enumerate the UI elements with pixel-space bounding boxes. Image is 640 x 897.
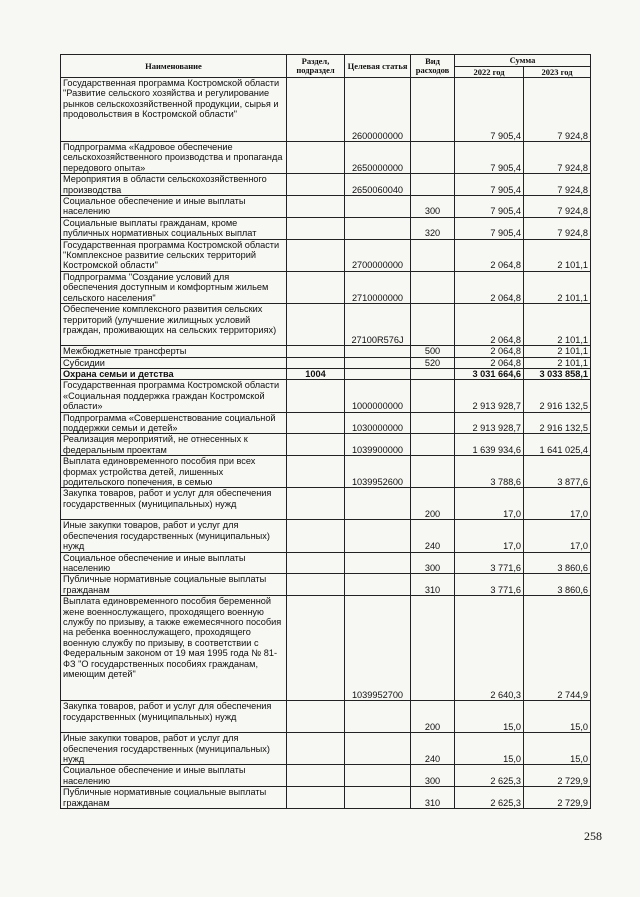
cell-section: [287, 304, 345, 346]
cell-v2022: 1 639 934,6: [455, 434, 524, 456]
page-number: 258: [584, 829, 602, 843]
cell-kind: [411, 596, 455, 701]
cell-target: 27100R576J: [345, 304, 411, 346]
cell-v2022: 2 640,3: [455, 596, 524, 701]
cell-v2023: 7 924,8: [524, 217, 591, 239]
cell-target: 1030000000: [345, 412, 411, 434]
cell-name: Реализация мероприятий, не отнесенных к федеральным проектам: [61, 434, 287, 456]
cell-kind: 200: [411, 488, 455, 520]
table-row: [61, 733, 591, 765]
cell-name: Государственная программа Костромской области «Социальная поддержка граждан Костромской области»: [61, 380, 287, 412]
cell-v2023: 3 877,6: [524, 456, 591, 488]
cell-section: [287, 196, 345, 218]
cell-target: [345, 520, 411, 552]
cell-v2022: 3 771,6: [455, 574, 524, 596]
cell-v2022: 2 913 928,7: [455, 380, 524, 412]
cell-v2022: 2 064,8: [455, 346, 524, 357]
cell-kind: [411, 368, 455, 379]
table-row: [61, 380, 591, 412]
cell-v2022: 17,0: [455, 488, 524, 520]
header-kind: Вид расходов: [411, 55, 455, 78]
header-name: Наименование: [61, 55, 287, 78]
cell-target: [345, 733, 411, 765]
cell-target: 1039952700: [345, 596, 411, 701]
cell-name: Выплата единовременного пособия беременной жене военнослужащего, проходящего военную службу по призыву, а также ежемесячного пособия на ребенка военнослужащего, проходящего военную службу по призыву, в соответствии с Федеральным законом от 19 мая 1995 года № 81-ФЗ "О государственных пособиях гражданам, имеющим детей": [61, 596, 287, 701]
cell-v2023: 2 101,1: [524, 271, 591, 303]
cell-v2022: 2 064,8: [455, 271, 524, 303]
cell-section: [287, 142, 345, 174]
cell-section: [287, 217, 345, 239]
cell-kind: [411, 456, 455, 488]
cell-target: [345, 701, 411, 733]
cell-v2022: 7 905,4: [455, 142, 524, 174]
table-row: [61, 787, 591, 809]
cell-kind: 240: [411, 733, 455, 765]
table-row: [61, 596, 591, 701]
cell-v2022: 15,0: [455, 733, 524, 765]
cell-v2023: 2 101,1: [524, 357, 591, 368]
cell-kind: [411, 434, 455, 456]
cell-name: Социальное обеспечение и иные выплаты населению: [61, 196, 287, 218]
table-row: [61, 346, 591, 357]
table-row: [61, 434, 591, 456]
cell-name: Подпрограмма «Совершенствование социальной поддержки семьи и детей»: [61, 412, 287, 434]
table-row: [61, 78, 591, 142]
cell-v2023: 2 101,1: [524, 346, 591, 357]
cell-v2023: 3 033 858,1: [524, 368, 591, 379]
cell-v2023: 2 729,9: [524, 765, 591, 787]
cell-name: Иные закупки товаров, работ и услуг для обеспечения государственных (муниципальных) нужд: [61, 733, 287, 765]
cell-v2023: 7 924,8: [524, 142, 591, 174]
cell-v2023: 2 916 132,5: [524, 412, 591, 434]
cell-target: [345, 368, 411, 379]
cell-name: Закупка товаров, работ и услуг для обеспечения государственных (муниципальных) нужд: [61, 488, 287, 520]
cell-kind: 310: [411, 574, 455, 596]
cell-kind: 300: [411, 552, 455, 574]
cell-section: [287, 434, 345, 456]
cell-target: 2700000000: [345, 239, 411, 271]
cell-target: [345, 217, 411, 239]
cell-section: [287, 380, 345, 412]
cell-name: Иные закупки товаров, работ и услуг для обеспечения государственных (муниципальных) нужд: [61, 520, 287, 552]
cell-section: [287, 574, 345, 596]
cell-v2023: 17,0: [524, 488, 591, 520]
cell-section: [287, 733, 345, 765]
cell-v2023: 7 924,8: [524, 196, 591, 218]
cell-target: [345, 574, 411, 596]
cell-target: 2710000000: [345, 271, 411, 303]
cell-target: [345, 765, 411, 787]
cell-target: [345, 488, 411, 520]
cell-kind: [411, 142, 455, 174]
cell-kind: [411, 380, 455, 412]
cell-name: Государственная программа Костромской области "Развитие сельского хозяйства и регулирование рынков сельскохозяйственной продукции, сырья и продовольствия в Костромской области": [61, 78, 287, 142]
cell-v2023: 3 860,6: [524, 552, 591, 574]
cell-v2023: 3 860,6: [524, 574, 591, 596]
cell-target: [345, 787, 411, 809]
cell-section: [287, 239, 345, 271]
cell-section: [287, 346, 345, 357]
table-row: [61, 174, 591, 196]
cell-v2022: 15,0: [455, 701, 524, 733]
cell-target: [345, 552, 411, 574]
header-2023: 2023 год: [524, 67, 591, 78]
cell-name: Мероприятия в области сельскохозяйственного производства: [61, 174, 287, 196]
cell-section: [287, 412, 345, 434]
cell-name: Обеспечение комплексного развития сельских территорий (улучшение жилищных условий граждан, проживающих на сельских территориях): [61, 304, 287, 346]
table-row: [61, 488, 591, 520]
cell-v2022: 7 905,4: [455, 174, 524, 196]
budget-table: [60, 54, 591, 809]
cell-v2023: 7 924,8: [524, 78, 591, 142]
cell-target: 1039952600: [345, 456, 411, 488]
cell-v2022: 7 905,4: [455, 217, 524, 239]
cell-kind: [411, 78, 455, 142]
cell-v2022: 2 064,8: [455, 239, 524, 271]
table-row: [61, 304, 591, 346]
cell-v2022: 2 064,8: [455, 304, 524, 346]
cell-kind: 300: [411, 765, 455, 787]
cell-section: [287, 456, 345, 488]
table-row: [61, 552, 591, 574]
cell-name: Закупка товаров, работ и услуг для обеспечения государственных (муниципальных) нужд: [61, 701, 287, 733]
cell-v2023: 2 744,9: [524, 596, 591, 701]
cell-kind: [411, 412, 455, 434]
cell-name: Охрана семьи и детства: [61, 368, 287, 379]
table-row: [61, 271, 591, 303]
cell-target: 2650000000: [345, 142, 411, 174]
table-row: [61, 368, 591, 379]
cell-target: 2650060040: [345, 174, 411, 196]
cell-kind: [411, 239, 455, 271]
cell-kind: [411, 271, 455, 303]
cell-name: Публичные нормативные социальные выплаты гражданам: [61, 574, 287, 596]
cell-v2022: 2 913 928,7: [455, 412, 524, 434]
cell-name: Государственная программа Костромской области "Комплексное развитие сельских территорий Костромской области": [61, 239, 287, 271]
cell-name: Подпрограмма «Кадровое обеспечение сельскохозяйственного производства и пропаганда передового опыта»: [61, 142, 287, 174]
cell-section: [287, 357, 345, 368]
cell-v2023: 2 729,9: [524, 787, 591, 809]
table-row: [61, 412, 591, 434]
cell-v2022: 7 905,4: [455, 78, 524, 142]
cell-v2023: 17,0: [524, 520, 591, 552]
cell-section: [287, 787, 345, 809]
cell-section: [287, 271, 345, 303]
cell-v2023: 7 924,8: [524, 174, 591, 196]
cell-target: 1000000000: [345, 380, 411, 412]
cell-name: Социальное обеспечение и иные выплаты населению: [61, 552, 287, 574]
cell-v2022: 7 905,4: [455, 196, 524, 218]
table-row: [61, 456, 591, 488]
cell-target: [345, 346, 411, 357]
cell-v2023: 2 101,1: [524, 304, 591, 346]
cell-v2022: 3 031 664,6: [455, 368, 524, 379]
cell-section: [287, 552, 345, 574]
cell-kind: 200: [411, 701, 455, 733]
cell-section: [287, 701, 345, 733]
header-target: Целевая статья: [345, 55, 411, 78]
header-sum: Сумма: [455, 55, 591, 67]
header-2022: 2022 год: [455, 67, 524, 78]
table-row: [61, 701, 591, 733]
cell-target: [345, 196, 411, 218]
cell-v2022: 2 064,8: [455, 357, 524, 368]
cell-section: [287, 596, 345, 701]
cell-v2022: 2 625,3: [455, 765, 524, 787]
cell-section: [287, 488, 345, 520]
cell-v2023: 2 916 132,5: [524, 380, 591, 412]
cell-kind: [411, 174, 455, 196]
table-row: [61, 239, 591, 271]
cell-name: Межбюджетные трансферты: [61, 346, 287, 357]
cell-v2022: 3 771,6: [455, 552, 524, 574]
cell-name: Выплата единовременного пособия при всех формах устройства детей, лишенных родительского попечения, в семью: [61, 456, 287, 488]
cell-target: 2600000000: [345, 78, 411, 142]
cell-target: [345, 357, 411, 368]
cell-v2023: 2 101,1: [524, 239, 591, 271]
table-row: [61, 357, 591, 368]
cell-v2023: 15,0: [524, 733, 591, 765]
cell-name: Социальное обеспечение и иные выплаты населению: [61, 765, 287, 787]
cell-section: [287, 520, 345, 552]
cell-kind: [411, 304, 455, 346]
cell-section: [287, 765, 345, 787]
cell-v2022: 2 625,3: [455, 787, 524, 809]
table-row: [61, 196, 591, 218]
cell-section: [287, 78, 345, 142]
cell-name: Публичные нормативные социальные выплаты гражданам: [61, 787, 287, 809]
cell-name: Подпрограмма "Создание условий для обеспечения доступным и комфортным жильем сельского населения": [61, 271, 287, 303]
cell-v2023: 15,0: [524, 701, 591, 733]
cell-kind: 310: [411, 787, 455, 809]
cell-kind: 320: [411, 217, 455, 239]
header-section: Раздел, подраздел: [287, 55, 345, 78]
cell-kind: 500: [411, 346, 455, 357]
table-row: [61, 574, 591, 596]
table-row: [61, 217, 591, 239]
table-row: [61, 520, 591, 552]
cell-section: [287, 174, 345, 196]
cell-v2023: 1 641 025,4: [524, 434, 591, 456]
cell-kind: 240: [411, 520, 455, 552]
cell-kind: 520: [411, 357, 455, 368]
cell-section: 1004: [287, 368, 345, 379]
table-body: [61, 78, 591, 809]
cell-name: Социальные выплаты гражданам, кроме публичных нормативных социальных выплат: [61, 217, 287, 239]
cell-name: Субсидии: [61, 357, 287, 368]
table-row: [61, 765, 591, 787]
cell-target: 1039900000: [345, 434, 411, 456]
cell-v2022: 17,0: [455, 520, 524, 552]
cell-v2022: 3 788,6: [455, 456, 524, 488]
cell-kind: 300: [411, 196, 455, 218]
table-row: [61, 142, 591, 174]
